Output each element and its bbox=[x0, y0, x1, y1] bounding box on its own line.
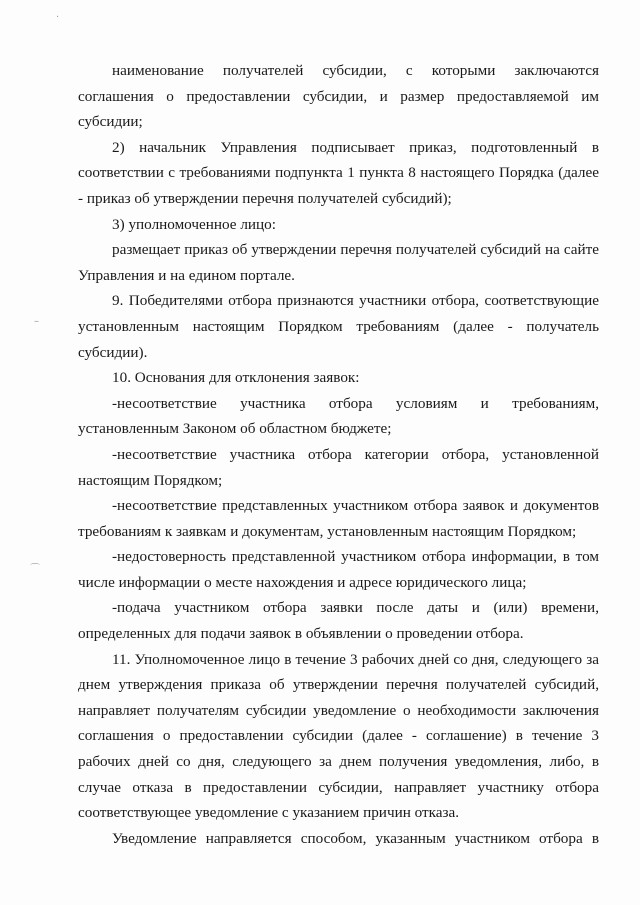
binding-hole-mark: – bbox=[34, 316, 39, 327]
document-body bbox=[78, 58, 599, 851]
scan-speck: · bbox=[56, 12, 60, 23]
binding-hole-mark: ⌒ bbox=[30, 564, 40, 575]
paragraph: 10. Основания для отклонения заявок: bbox=[112, 369, 360, 387]
paragraph: наименование получателей субсидии, с которыми заключаются соглашения о предоставлении субсидии, и размер предоставляемой им субсидии; bbox=[78, 62, 599, 131]
paragraph: -несоответствие участника отбора категории отбора, установленной настоящим Порядком; bbox=[78, 445, 599, 489]
paragraph: 2) начальник Управления подписывает приказ, подготовленный в соответствии с требованиями подпункта 1 пункта 8 настоящего Порядка (далее - приказ об утверждении перечня получателей субсидий); bbox=[78, 138, 599, 207]
paragraph: 11. Уполномоченное лицо в течение 3 рабочих дней со дня, следующего за днем утверждения приказа об утверждении перечня получателей субсидий, направляет получателям субсидии уведомление о необходимости заключения соглашения о предоставлении субсидии (далее - соглашение) в течение 3 рабочих дней со дня, следующего за днем получения уведомления, либо, в случае отказа в предоставлении субсидии, направляет участнику отбора соответствующее уведомление с указанием причин отказа. bbox=[78, 650, 599, 822]
paragraph: -несоответствие участника отбора условиям и требованиям, установленным Законом об областном бюджете; bbox=[78, 394, 599, 438]
paragraph: -подача участником отбора заявки после даты и (или) времени, определенных для подачи заявок в объявлении о проведении отбора. bbox=[78, 599, 599, 643]
paragraph: 3) уполномоченное лицо: bbox=[112, 215, 276, 233]
paragraph: -несоответствие представленных участником отбора заявок и документов требованиям к заявкам и документам, установленным настоящим Порядком; bbox=[78, 497, 599, 540]
paragraph: 9. Победителями отбора признаются участники отбора, соответствующие установленным настоящим Порядком требованиям (далее - получатель субсидии). bbox=[78, 292, 599, 361]
paragraph: размещает приказ об утверждении перечня получателей субсидий на сайте Управления и на едином портале. bbox=[78, 241, 599, 284]
paragraph: -недостоверность представленной участником отбора информации, в том числе информации о месте нахождения и адресе юридического лица; bbox=[78, 548, 599, 591]
paragraph: Уведомление направляется способом, указанным участником отбора в bbox=[112, 829, 599, 847]
